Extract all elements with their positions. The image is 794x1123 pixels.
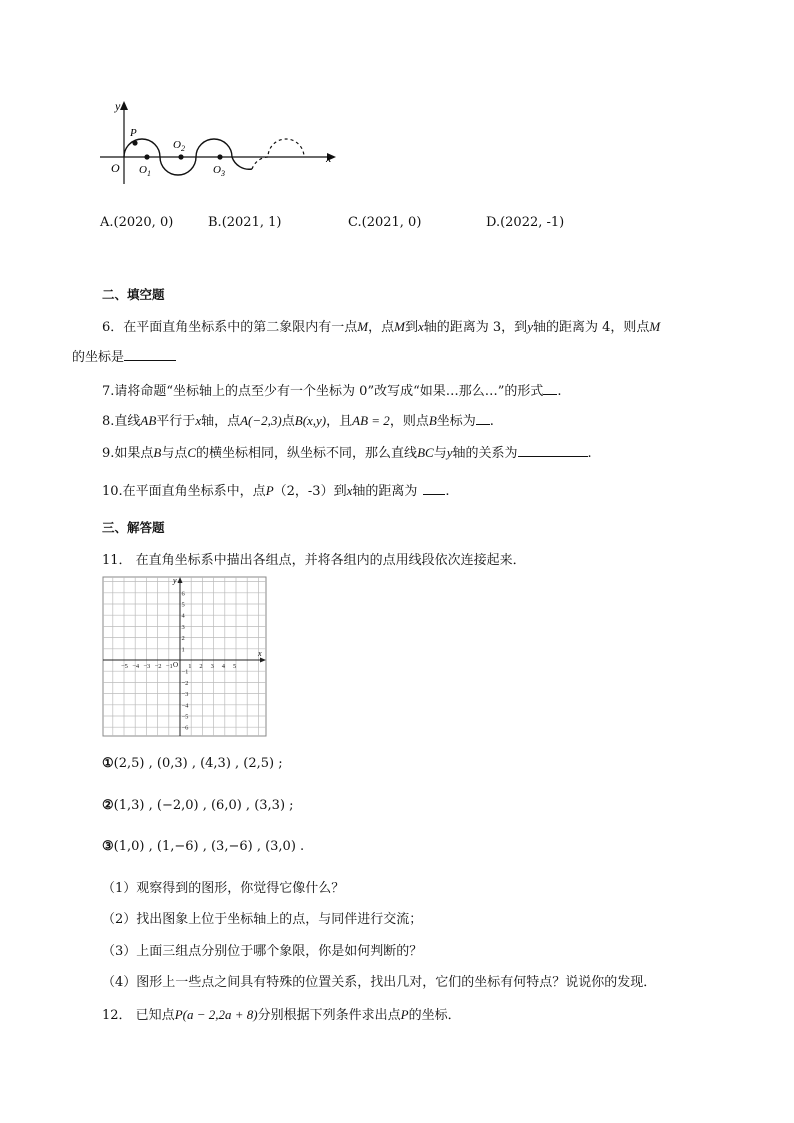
- grid-x-tick-label: 3: [210, 663, 214, 670]
- q9: 9.如果点B与点C的横坐标相同，纵坐标不同，那么直线BC与y轴的关系为 .: [102, 445, 592, 461]
- q6-line1: 6．在平面直角坐标系中的第二象限内有一点M，点M到x轴的距离为 3，到y轴的距离为 4，则点M: [102, 319, 661, 335]
- grid-y-tick-label: 2: [181, 635, 185, 643]
- grid-y-tick-label: −4: [181, 702, 189, 710]
- q5-option-c[interactable]: C.(2021, 0): [348, 215, 422, 230]
- section-3-title: 三、解答题: [102, 520, 165, 535]
- grid-origin-label: O: [173, 661, 179, 669]
- q8-answer-blank[interactable]: [476, 412, 490, 425]
- wave-figure: [95, 96, 345, 186]
- q9-answer-blank[interactable]: [518, 444, 588, 457]
- y-axis-arrow: [120, 101, 128, 110]
- grid-y-tick-label: 4: [181, 612, 185, 620]
- wave-o1-label: $O_1$: [139, 164, 151, 178]
- q11-group-3: ③(1,0) , (1,−6) , (3,−6) , (3,0) .: [102, 839, 305, 854]
- grid-y-label: y: [173, 576, 177, 585]
- grid-y-tick-label: −6: [181, 724, 189, 732]
- wave-o2-label: $O_2$: [173, 139, 185, 153]
- grid-x-tick-label: −5: [121, 663, 128, 670]
- grid-x-tick-label: −3: [143, 663, 151, 670]
- wave-o3-label: $O_3$: [213, 164, 225, 178]
- wave-x-label: x: [326, 151, 332, 165]
- wave-origin-label: O: [111, 161, 120, 175]
- grid-y-tick-label: −3: [181, 691, 189, 699]
- grid-x-tick-label: −1: [165, 663, 173, 670]
- q12: 12． 已知点P(a − 2,2a + 8)分别根据下列条件求出点P的坐标．: [102, 1007, 461, 1023]
- grid-y-tick-label: −2: [181, 679, 189, 687]
- grid-x-tick-label: −4: [132, 663, 140, 670]
- grid-y-tick-label: 5: [181, 601, 185, 609]
- grid-y-tick-label: 6: [181, 590, 185, 598]
- grid-y-tick-label: −1: [181, 668, 189, 676]
- grid-x-tick-label: −2: [154, 663, 162, 670]
- grid-y-arrow: [178, 577, 183, 583]
- grid-x-tick-label: 2: [199, 663, 203, 670]
- grid-y-tick-label: 1: [181, 646, 185, 654]
- q5-option-a[interactable]: A.(2020, 0): [100, 215, 174, 230]
- q10-answer-blank[interactable]: [423, 482, 445, 495]
- coordinate-grid: [100, 574, 270, 740]
- wave-p-label: P: [130, 127, 137, 139]
- q6-line2: 的坐标是: [72, 346, 176, 365]
- grid-x-tick-label: 5: [233, 663, 237, 670]
- q11-sub-2: （2）找出图象上位于坐标轴上的点，与同伴进行交流；: [102, 912, 423, 927]
- wave-y-label: y: [115, 99, 121, 113]
- q11-stem: 11． 在直角坐标系中描出各组点，并将各组内的点用线段依次连接起来．: [102, 553, 526, 568]
- q5-option-b[interactable]: B.(2021, 1): [208, 215, 282, 230]
- q11-sub-4: （4）图形上一些点之间具有特殊的位置关系，找出几对，它们的坐标有何特点？说说你的发现．: [102, 975, 657, 990]
- grid-x-tick-label: 4: [221, 663, 226, 670]
- grid-x-arrow: [260, 658, 266, 663]
- q11-sub-3: （3）上面三组点分别位于哪个象限，你是如何判断的？: [102, 944, 423, 959]
- q11-sub-1: （1）观察得到的图形，你觉得它像什么？: [102, 881, 345, 896]
- point-o3: [217, 154, 222, 159]
- section-2-title: 二、填空题: [102, 287, 165, 302]
- point-p: [132, 140, 137, 145]
- q7-answer-blank[interactable]: [543, 382, 557, 395]
- q10: 10.在平面直角坐标系中，点P（2，-3）到x轴的距离为 .: [102, 483, 450, 499]
- q7: 7.请将命题“坐标轴上的点至少有一个坐标为 0”改写成“如果…那么…”的形式 .: [102, 384, 562, 399]
- q8: 8.直线AB平行于x轴，点A(−2,3)点B(x,y)，且AB = 2，则点B坐标为 .: [102, 413, 494, 429]
- grid-y-tick-label: 3: [181, 623, 185, 631]
- point-o2: [178, 154, 183, 159]
- grid-y-tick-label: −5: [181, 713, 189, 721]
- q6-answer-blank[interactable]: [124, 348, 176, 361]
- q11-group-2: ②(1,3) , (−2,0) , (6,0) , (3,3) ;: [102, 798, 294, 813]
- q5-option-d[interactable]: D.(2022, -1): [486, 215, 565, 230]
- grid-x-tick-label: 1: [188, 663, 192, 670]
- q11-group-1: ①(2,5) , (0,3) , (4,3) , (2,5) ;: [102, 756, 283, 771]
- point-o1: [144, 154, 149, 159]
- grid-x-label: x: [258, 649, 262, 658]
- wave-dashed: [252, 139, 304, 169]
